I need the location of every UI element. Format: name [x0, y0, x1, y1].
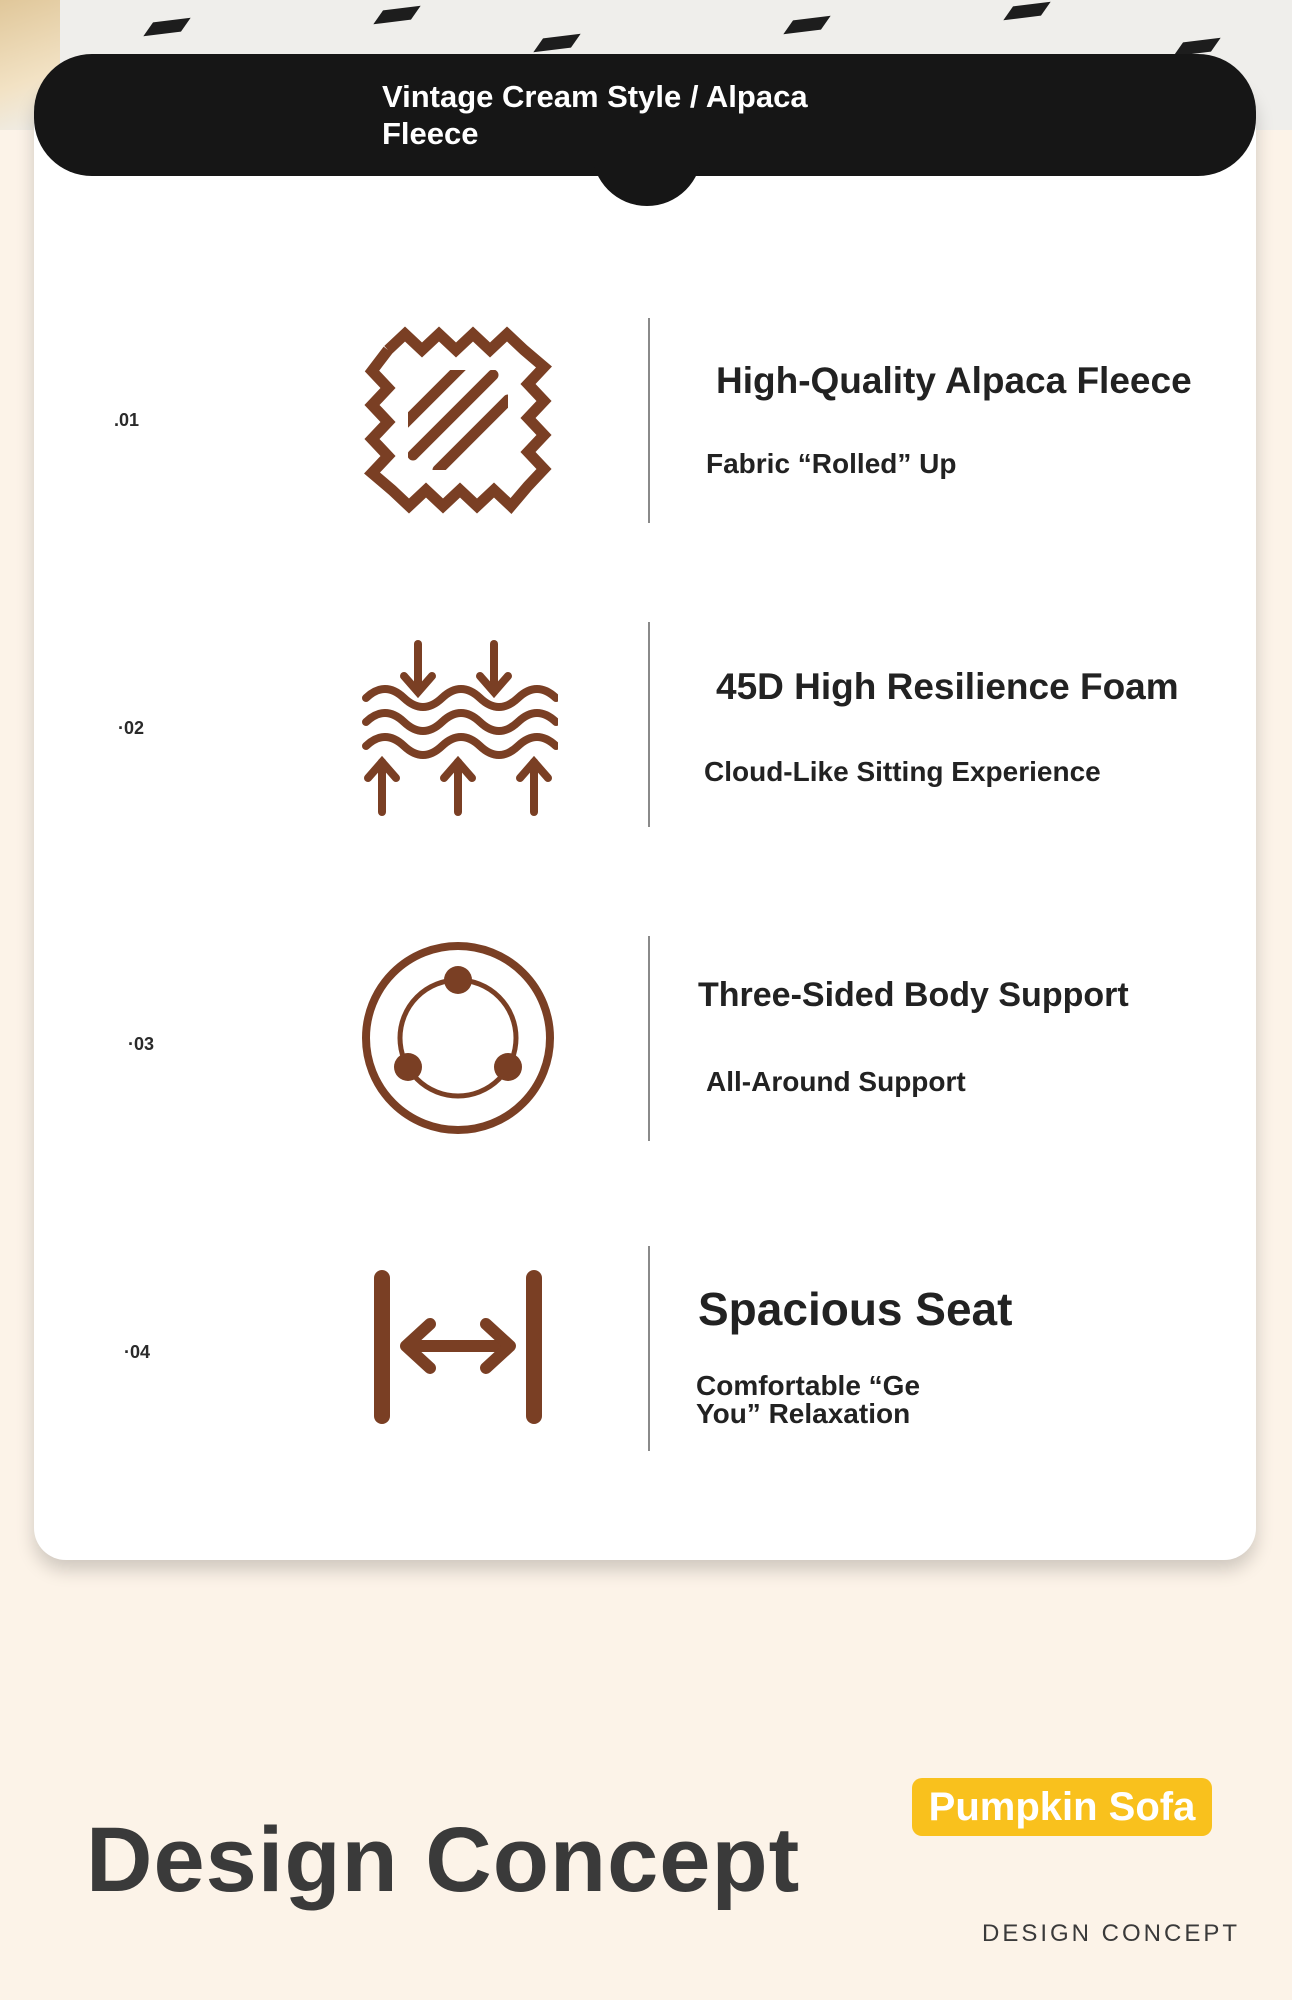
feature-number: ·02	[118, 718, 145, 738]
features-card	[34, 80, 1256, 1560]
section-subtitle: DESIGN CONCEPT	[982, 1920, 1241, 1947]
section-title: Design Concept	[86, 1809, 801, 1911]
rug-pattern-mark	[783, 16, 830, 35]
seat-width-icon	[358, 1252, 558, 1452]
fabric-icon	[358, 320, 558, 520]
feature-number: ·04	[124, 1342, 151, 1362]
feature-number: .01	[114, 410, 140, 430]
feature-title: Spacious Seat	[698, 1283, 1013, 1335]
foam-resilience-icon	[358, 628, 558, 828]
feature-title: Three-Sided Body Support	[698, 976, 1129, 1014]
header-title: Vintage Cream Style / Alpaca Fleece	[382, 79, 808, 151]
feature-title: High-Quality Alpaca Fleece	[716, 360, 1192, 401]
rug-pattern-mark	[1003, 2, 1050, 21]
feature-subtitle: Cloud-Like Sitting Experience	[704, 756, 1101, 787]
rug-pattern-mark	[143, 18, 190, 37]
divider-line	[648, 1246, 650, 1451]
feature-subtitle: Comfortable “Ge You” Relaxation	[696, 1370, 921, 1429]
feature-subtitle: All-Around Support	[706, 1066, 966, 1097]
divider-line	[648, 622, 650, 827]
body-support-icon	[358, 938, 558, 1138]
feature-number: ·03	[128, 1034, 155, 1054]
divider-line	[648, 936, 650, 1141]
feature-subtitle: Fabric “Rolled” Up	[706, 448, 957, 479]
feature-title: 45D High Resilience Foam	[716, 666, 1179, 707]
rug-pattern-mark	[533, 34, 580, 53]
divider-line	[648, 318, 650, 523]
brand-badge: Pumpkin Sofa	[912, 1778, 1212, 1836]
rug-pattern-mark	[373, 6, 420, 25]
